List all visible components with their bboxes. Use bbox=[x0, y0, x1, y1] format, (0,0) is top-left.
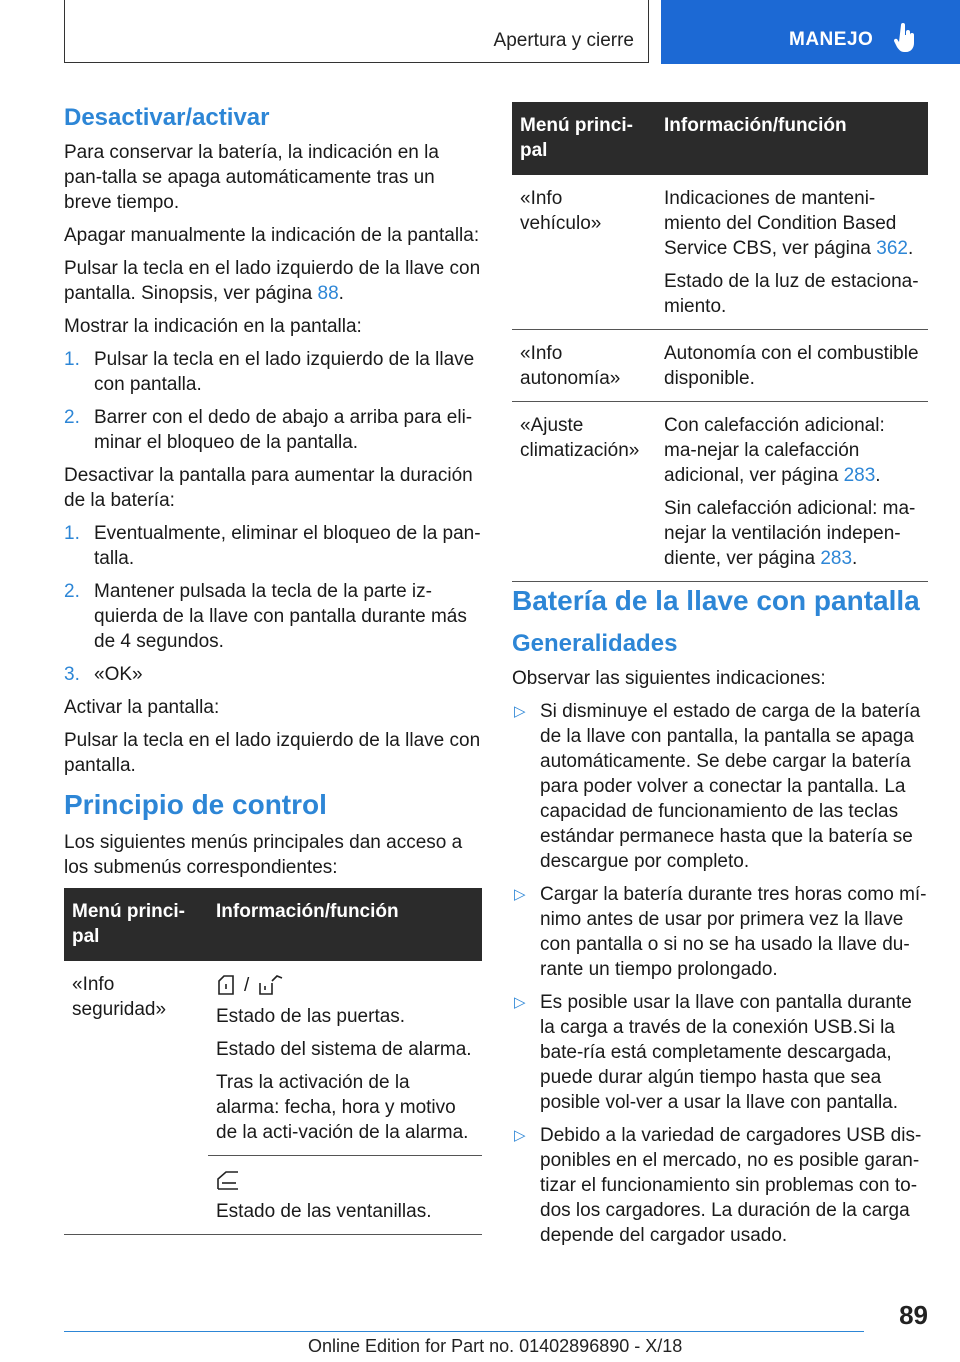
paragraph: Los siguientes menús principales dan acceso a los submenús correspondientes: bbox=[64, 832, 463, 878]
menu-cell: «Info vehículo» bbox=[512, 175, 656, 330]
chapter-tab-manejo[interactable] bbox=[661, 0, 960, 64]
paragraph: Activar la pantalla: bbox=[64, 697, 220, 718]
step-text: Pulsar la tecla en el lado izquierdo de la llave con pantalla. bbox=[94, 349, 475, 395]
bullet-text: Es posible usar la llave con pantalla durante la carga a través de la conexión USB.Si la bate‐ría está completamente descargada, puede durar algún tiempo hasta que sea posible vol‐ver a usar la llave con pantalla. bbox=[540, 992, 912, 1113]
header-section-box bbox=[64, 0, 649, 63]
bullet-text: Si disminuye el estado de carga de la batería de la llave con pantalla, la pantalla se apaga automáticamente. Se debe cargar la batería para poder volver a conectar la pantalla. La capacidad de funcionamiento de las teclas estándar permanece hasta que la batería se descargue por completo. bbox=[540, 701, 921, 872]
table-row bbox=[512, 402, 928, 582]
page-link-283[interactable]: 283 bbox=[820, 548, 853, 569]
paragraph: Para conservar la batería, la indicación en la pan‐talla se apaga automáticamente tras un breve tiempo. bbox=[64, 142, 439, 213]
menu-cell: «Info seguridad» bbox=[64, 961, 208, 1235]
steps-list-deactivate-display bbox=[64, 521, 482, 687]
info-cell bbox=[656, 402, 928, 582]
triangle-bullet-icon: ▷ bbox=[514, 886, 526, 903]
menu-table-left bbox=[64, 888, 482, 1235]
list-item bbox=[512, 1123, 928, 1248]
step-number: 1. bbox=[64, 523, 80, 544]
step-number: 2. bbox=[64, 581, 80, 602]
info-text-part: Indicaciones de manteni‐miento del Condition Based Service CBS, ver página bbox=[664, 188, 897, 259]
info-text: Indicaciones de manteni‐miento del Condition Based Service CBS, ver página 362. bbox=[664, 188, 914, 259]
window-icon bbox=[216, 1169, 240, 1191]
menu-cell: «Info autonomía» bbox=[512, 330, 656, 402]
step-text: Barrer con el dedo de abajo a arriba para eli‐minar el bloqueo de la pantalla. bbox=[94, 407, 473, 453]
paragraph-text: Pulsar la tecla en el lado izquierdo de la llave con pantalla. Sinopsis, ver página bbox=[64, 258, 481, 304]
info-cell bbox=[208, 961, 482, 1156]
triangle-bullet-icon: ▷ bbox=[514, 1127, 526, 1144]
list-item bbox=[512, 699, 928, 874]
table-row bbox=[512, 175, 928, 330]
door-closed-icon bbox=[216, 974, 236, 996]
right-column bbox=[512, 102, 928, 1256]
info-text: Tras la activación de la alarma: fecha, hora y motivo de la acti‐vación de la alarma. bbox=[216, 1072, 469, 1143]
paragraph: Pulsar la tecla en el lado izquierdo de la llave con pantalla. Sinopsis, ver página 88. bbox=[64, 258, 481, 304]
info-text-part: Con calefacción adicional: ma‐nejar la calefacción adicional, ver página bbox=[664, 415, 885, 486]
info-text: Con calefacción adicional: ma‐nejar la calefacción adicional, ver página 283. bbox=[664, 415, 885, 486]
info-text-part: Sin calefacción adicional: ma‐nejar la ventilación indepen‐diente, ver página bbox=[664, 498, 916, 569]
left-column bbox=[64, 102, 482, 1235]
footer-edition-text: Online Edition for Part no. 01402896890 - X/18 bbox=[308, 1336, 683, 1356]
menu-table-right bbox=[512, 102, 928, 582]
info-cell bbox=[656, 330, 928, 402]
step-number: 1. bbox=[64, 349, 80, 370]
table-row bbox=[512, 330, 928, 402]
page-link-362[interactable]: 362 bbox=[876, 238, 908, 259]
column-header-menu: Menú princi‐pal bbox=[512, 102, 656, 175]
info-text: Autonomía con el combustible disponible. bbox=[664, 343, 919, 389]
paragraph: Observar las siguientes indicaciones: bbox=[512, 668, 826, 689]
icon-separator: / bbox=[244, 974, 250, 996]
paragraph: Desactivar la pantalla para aumentar la duración de la batería: bbox=[64, 465, 473, 511]
bullet-text: Debido a la variedad de cargadores USB dis‐ponibles en el mercado, no es posible garan‐tizar el funcionamiento sin problemas con to‐dos los cargadores. La duración de la carga depende del cargador usado. bbox=[540, 1125, 922, 1246]
door-open-icon bbox=[257, 974, 283, 996]
info-text: Sin calefacción adicional: ma‐nejar la ventilación indepen‐diente, ver página 283. bbox=[664, 498, 916, 569]
steps-list-show-display bbox=[64, 347, 482, 455]
icon-line bbox=[216, 972, 474, 998]
page-link-283[interactable]: 283 bbox=[843, 465, 876, 486]
triangle-bullet-icon: ▷ bbox=[514, 703, 526, 720]
step-text: «OK» bbox=[94, 664, 143, 685]
heading-generalidades: Generalidades bbox=[512, 630, 678, 657]
paragraph: Pulsar la tecla en el lado izquierdo de la llave con pantalla. bbox=[64, 730, 481, 776]
column-header-info: Información/función bbox=[208, 888, 482, 961]
step-number: 3. bbox=[64, 664, 80, 685]
info-text: Estado de las ventanillas. bbox=[216, 1201, 432, 1222]
triangle-bullet-icon: ▷ bbox=[514, 994, 526, 1011]
page-link-88[interactable]: 88 bbox=[317, 283, 339, 304]
step-text: Mantener pulsada la tecla de la parte iz‐quierda de la llave con pantalla durante más de 4 segundos. bbox=[94, 581, 467, 652]
step-text: Eventualmente, eliminar el bloqueo de la pan‐talla. bbox=[94, 523, 481, 569]
info-cell bbox=[656, 175, 928, 330]
info-text: Estado del sistema de alarma. bbox=[216, 1039, 472, 1060]
info-text: Estado de las puertas. bbox=[216, 1006, 406, 1027]
info-text: Estado de la luz de estaciona‐miento. bbox=[664, 271, 919, 317]
chapter-tab-label: MANEJO bbox=[789, 29, 874, 50]
heading-principio-de-control: Principio de control bbox=[64, 789, 327, 820]
paragraph: Apagar manualmente la indicación de la pantalla: bbox=[64, 225, 480, 246]
page-number: 89 bbox=[899, 1300, 928, 1330]
table-row bbox=[64, 961, 482, 1156]
list-item bbox=[64, 579, 482, 654]
column-header-menu: Menú princi‐pal bbox=[64, 888, 208, 961]
list-item bbox=[64, 405, 482, 455]
bullet-list-battery-notes bbox=[512, 699, 928, 1248]
table-header-row bbox=[512, 102, 928, 175]
info-cell bbox=[208, 1156, 482, 1235]
paragraph: Mostrar la indicación en la pantalla: bbox=[64, 316, 362, 337]
list-item bbox=[64, 662, 482, 687]
list-item bbox=[64, 521, 482, 571]
table-header-row bbox=[64, 888, 482, 961]
list-item bbox=[64, 347, 482, 397]
list-item bbox=[512, 882, 928, 982]
icon-line bbox=[216, 1167, 474, 1193]
menu-cell: «Ajuste climatización» bbox=[512, 402, 656, 582]
heading-desactivar-activar: Desactivar/activar bbox=[64, 104, 270, 131]
step-number: 2. bbox=[64, 407, 80, 428]
bullet-text: Cargar la batería durante tres horas como mí‐nimo antes de usar por primera vez la llave con pantalla o si no se ha usado la llave du‐rante un tiempo prolongado. bbox=[540, 884, 927, 980]
heading-bateria-llave: Batería de la llave con pantalla bbox=[512, 585, 920, 616]
header-section-title: Apertura y cierre bbox=[493, 30, 634, 51]
hand-pointer-icon bbox=[893, 23, 917, 53]
column-header-info: Información/función bbox=[656, 102, 928, 175]
footer-divider bbox=[64, 1331, 864, 1332]
list-item bbox=[512, 990, 928, 1115]
